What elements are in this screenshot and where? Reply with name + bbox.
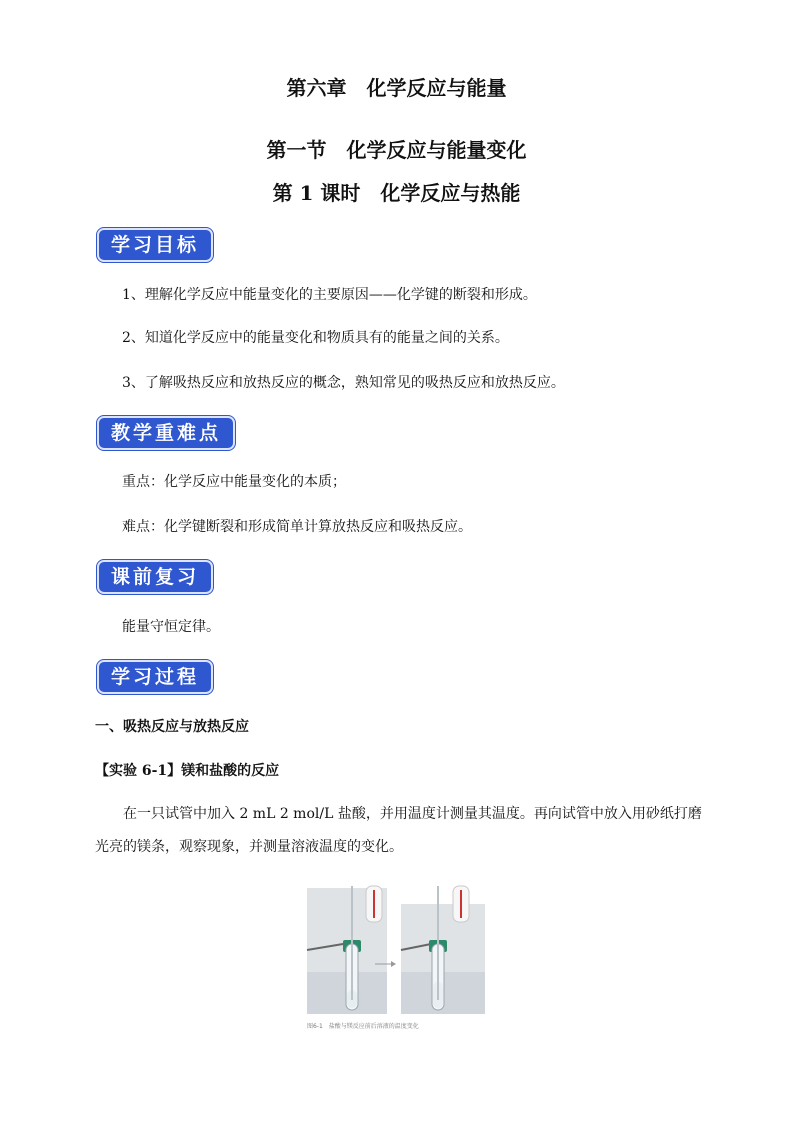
section-heading: 一、吸热反应与放热反应 [95, 719, 249, 735]
key-point-difficulty: 难点：化学键断裂和形成简单计算放热反应和吸热反应。 [122, 519, 472, 535]
test-tube-illustration [305, 882, 488, 1032]
badge-review: 课前复习 [97, 560, 213, 594]
section-title: 第一节 化学反应与能量变化 [266, 138, 527, 162]
experiment-figure [305, 882, 488, 1032]
goal-item-2: 2、知道化学反应中的能量变化和物质具有的能量之间的关系。 [122, 330, 509, 346]
chapter-title: 第六章 化学反应与能量 [286, 76, 507, 100]
experiment-paragraph: 在一只试管中加入 2 mL 2 mol/L 盐酸，并用温度计测量其温度。再向试管中放入用砂纸打磨光亮的镁条，观察现象，并测量溶液温度的变化。 [95, 806, 702, 855]
experiment-title: 【实验 6-1】镁和盐酸的反应 [95, 763, 280, 779]
figure-caption: 图6-1 盐酸与镁反应前后溶液的温度变化 [307, 1023, 419, 1030]
badge-key-points: 教学重难点 [97, 416, 235, 450]
review-text: 能量守恒定律。 [122, 619, 220, 635]
badge-learning-goals: 学习目标 [97, 228, 213, 262]
badge-learning-process: 学习过程 [97, 660, 213, 694]
key-point-focus: 重点：化学反应中能量变化的本质； [122, 474, 346, 490]
goal-item-3: 3、了解吸热反应和放热反应的概念，熟知常见的吸热反应和放热反应。 [122, 375, 565, 391]
goal-item-1: 1、理解化学反应中能量变化的主要原因——化学键的断裂和形成。 [122, 287, 537, 303]
lesson-title: 第 1 课时 化学反应与热能 [272, 181, 521, 205]
